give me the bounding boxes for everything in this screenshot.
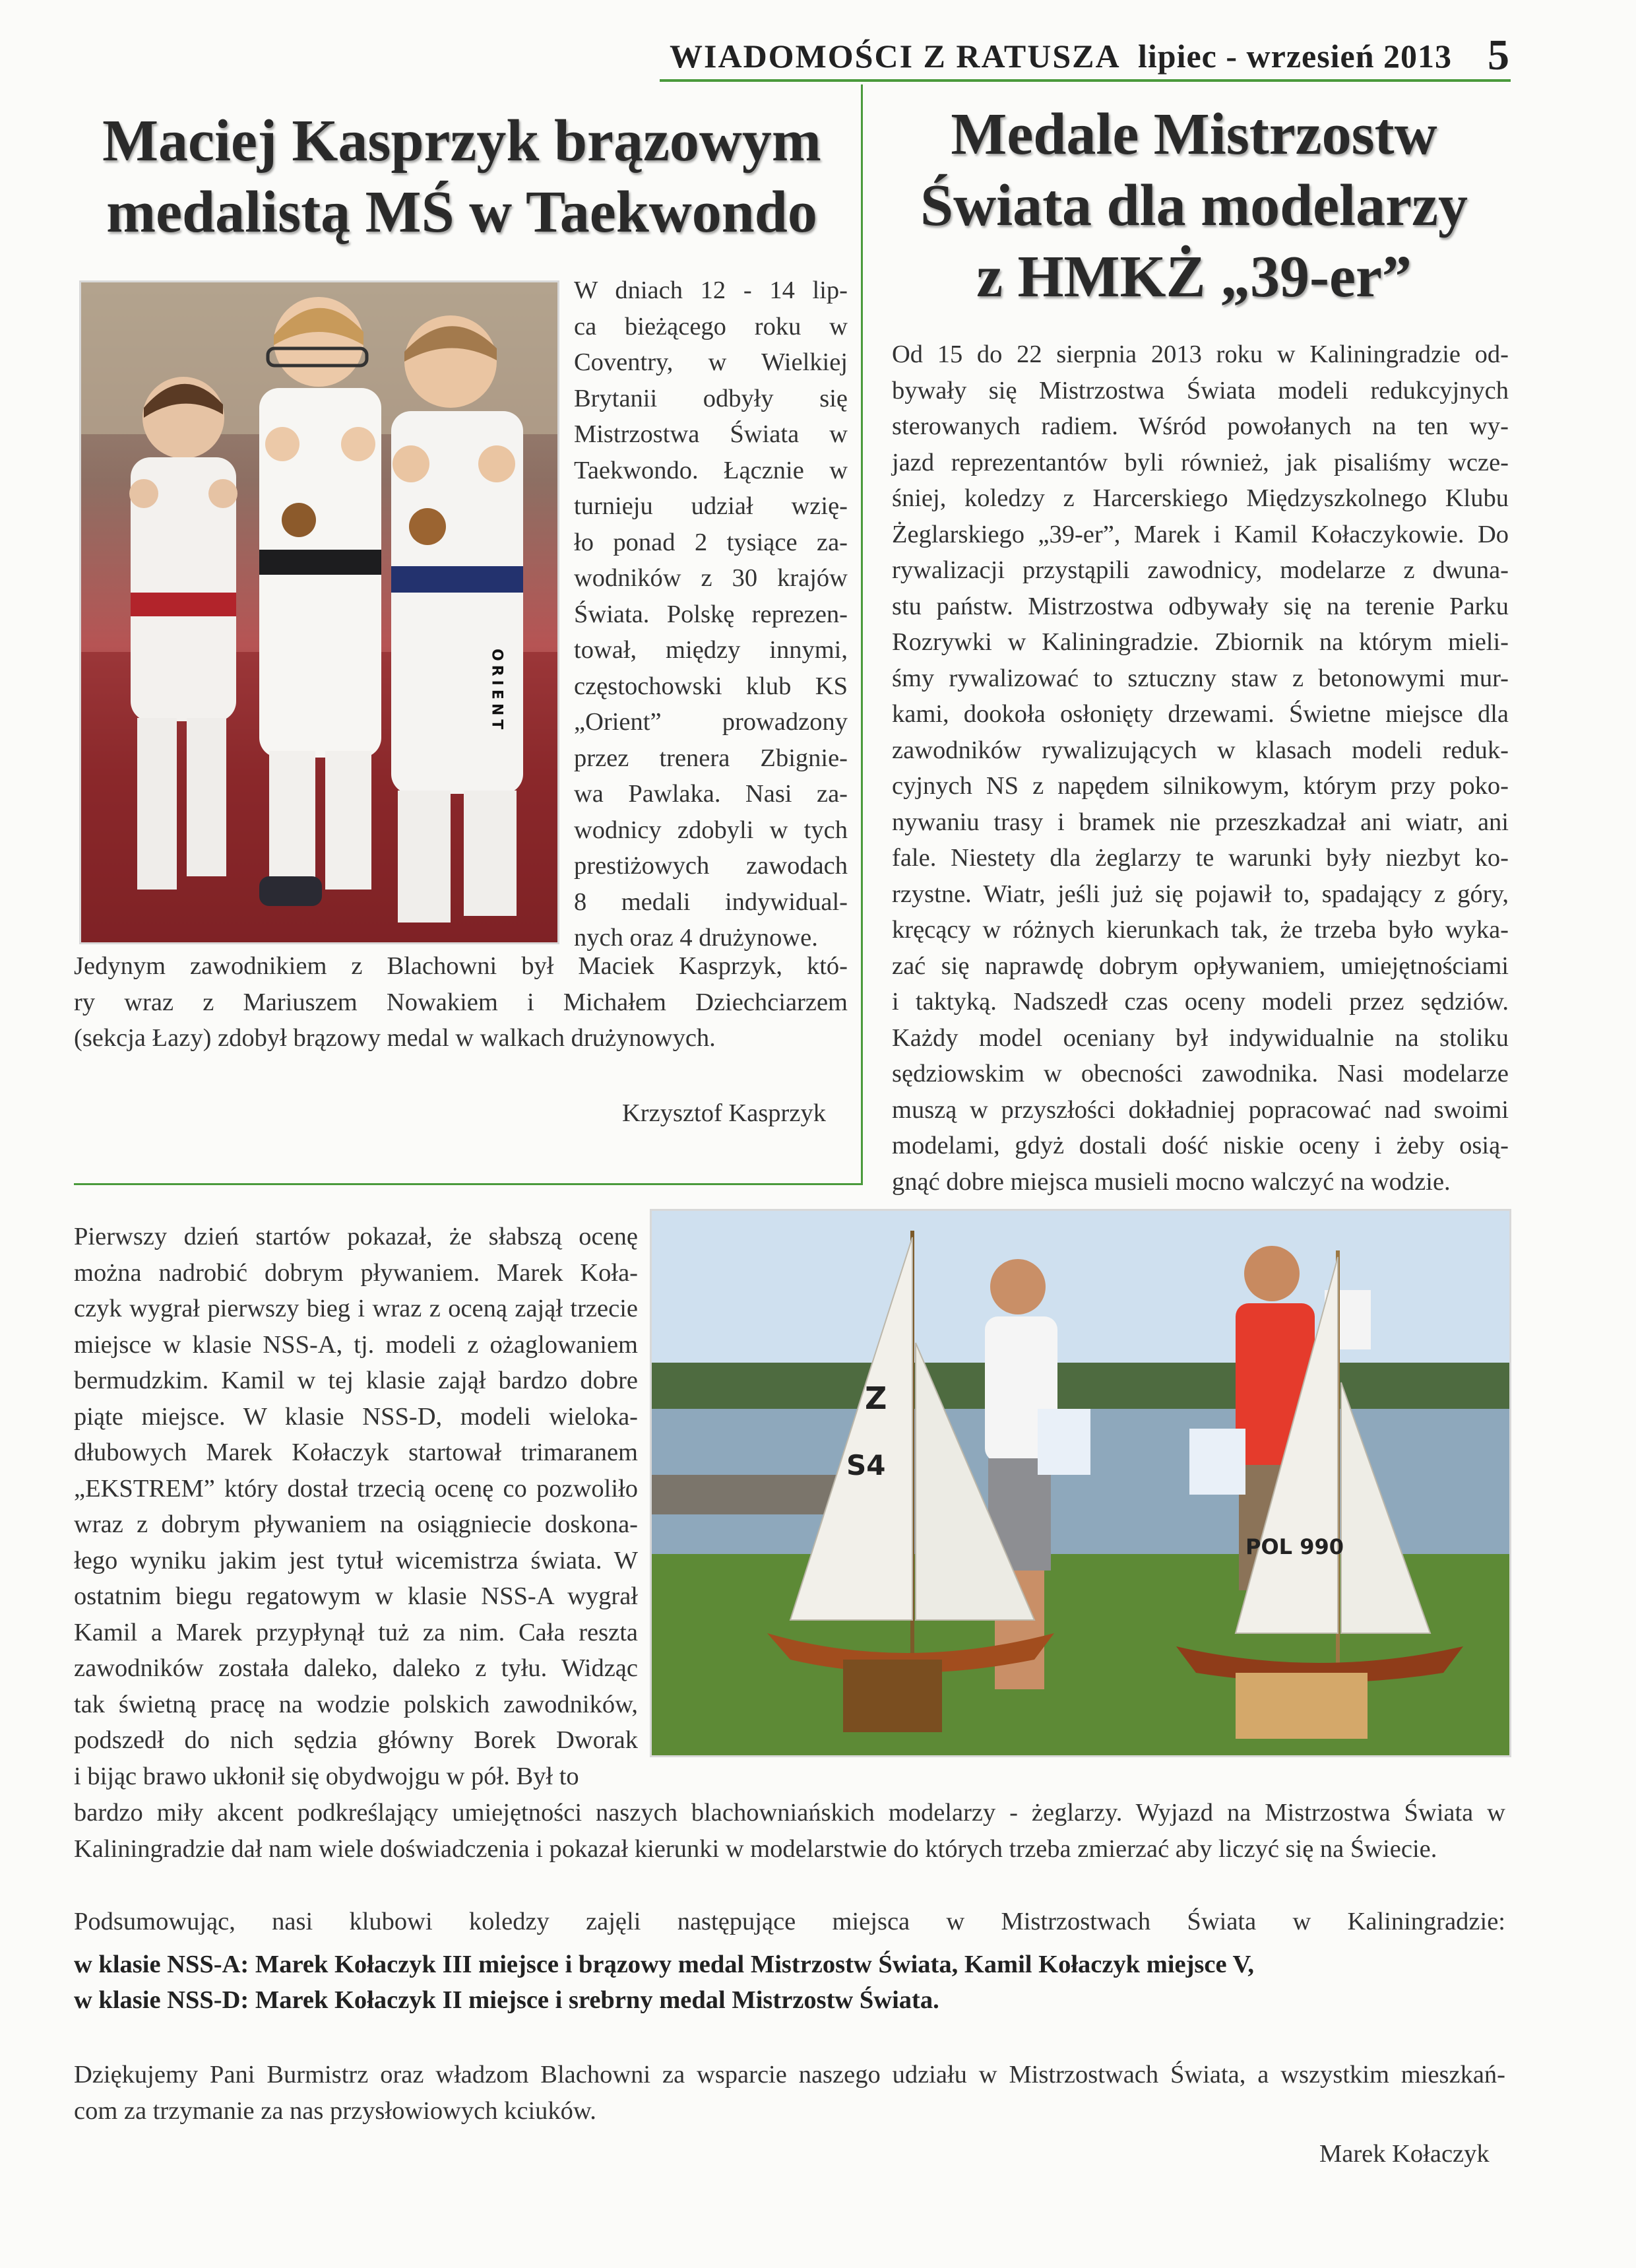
text-line: przez trenera Zbignie-	[574, 744, 848, 772]
text-line: Każdy model oceniany był indywidualnie na stoliku	[892, 1023, 1509, 1052]
text-line: Żeglarskiego „39-er”, Marek i Kamil Kołaczykowie. Do	[892, 520, 1509, 548]
text-line: bardzo miły akcent podkreślający umiejętności naszych blachowniańskich modelarzy - żeglarzy. Wyjazd na Mistrzostwa Świata w	[74, 1799, 1505, 1827]
text-line: com za trzymanie za nas przysłowiowych kciuków.	[74, 2096, 596, 2125]
article1-column-text	[574, 273, 848, 956]
sail-text: POL 990	[1245, 1534, 1344, 1559]
text-lines	[574, 273, 848, 956]
text-line: i taktyką. Nadszedł czas oceny modeli przez sędziów.	[892, 988, 1509, 1016]
text-line: podszedł do nich sędzia główny Borek Dworak	[74, 1726, 638, 1754]
text-line: ło ponad 2 tysiące za-	[574, 528, 848, 556]
text-line: rzystne. Wiatr, jeśli już się pojawił to, spadający z góry,	[892, 880, 1509, 908]
text-line: Taekwondo. Łącznie w	[574, 456, 848, 484]
text-line: 8 medali indywidual-	[574, 888, 848, 916]
text-line: bywały się Mistrzostwa Świata modeli redukcyjnych	[892, 376, 1509, 405]
text-line: muszą w przyszłości dokładniej popracować nad swoimi	[892, 1095, 1509, 1124]
issue-date: lipiec - wrzesień 2013	[1138, 38, 1453, 75]
text-line: nych oraz 4 drużynowe.	[574, 924, 818, 952]
article2-full-text	[74, 1795, 1505, 1867]
sail-text: Z	[865, 1380, 887, 1416]
text-line: bermudzkim. Kamil w tej klasie zajął bardzo dobre	[74, 1367, 638, 1394]
text-line: piąte miejsce. W klasie NSS-D, modeli wieloka-	[74, 1402, 638, 1431]
text-lines	[74, 948, 848, 1056]
headline-line: z HMKŻ „39-er”	[976, 244, 1412, 309]
article-divider	[74, 1183, 863, 1185]
article2-column-text	[892, 337, 1509, 1200]
text-line: i bijąc brawo ukłonił się obydwojgu w pół. Był to	[74, 1762, 579, 1790]
text-line: czyk wygrał pierwszy bieg i wraz z oceną zajął trzecie	[74, 1295, 638, 1322]
placings-list	[74, 1947, 1505, 2018]
text-line: Dziękujemy Pani Burmistrz oraz władzom Blachowni za wsparcie naszego udziału w Mistrzostwach Świata, a wszystkim mieszkań-	[74, 2061, 1505, 2089]
column-divider	[861, 84, 863, 1183]
text-line: ca bieżącego roku w	[574, 312, 848, 340]
headline-line: Medale Mistrzostw	[951, 102, 1437, 167]
text-line: tak świetną pracę na wodzie polskich zawodników,	[74, 1690, 638, 1718]
text-line: sterowanych radiem. Wśród powołanych na ten wy-	[892, 412, 1509, 440]
page-header	[670, 33, 1527, 86]
text-line: dłubowych Marek Kołaczyk startował trimaranem	[74, 1439, 638, 1466]
text-line: częstochowski klub KS	[574, 672, 848, 700]
header-divider	[660, 79, 1511, 82]
text-line: modelami, gdyż dostali dość niskie oceny i żeby osią-	[892, 1132, 1509, 1159]
text-line: Kaliningradzie dał nam wiele doświadczenia i pokazał kierunki w modelarstwie do których trzeba zmierzać aby liczyć się na Świecie.	[74, 1834, 1437, 1863]
headline-line: Świata dla modelarzy	[920, 173, 1468, 238]
text-line: wraz z dobrym pływaniem na osiągniecie doskona-	[74, 1510, 638, 1538]
text-line: ostatnim biegu regatowym w klasie NSS-A wygrał	[74, 1582, 638, 1610]
text-line: Jedynym zawodnikiem z Blachowni był Maciek Kasprzyk, któ-	[74, 952, 848, 980]
sailboats-illustration	[652, 1211, 1509, 1755]
text-line: sędziowskim w obecności zawodnika. Nasi modelarze	[892, 1060, 1509, 1087]
text-line: cyjnych NS z napędem silnikowym, którym przy poko-	[892, 772, 1509, 800]
text-line: prestiżowych zawodach	[574, 852, 848, 880]
headline-line: medalistą MŚ w Taekwondo	[106, 179, 817, 245]
summary-text	[74, 1904, 1505, 1940]
text-line: zać się naprawdę dobrym opływaniem, umiejętnościami	[892, 952, 1509, 980]
text-line: „EKSTREM” który dostał trzecią ocenę co pozwoliło	[74, 1474, 638, 1503]
text-line: Rozrywki w Kaliningradzie. Zbiornik na którym mieli-	[892, 628, 1509, 656]
text-line: wodnicy zdobyli w tych	[574, 816, 848, 844]
text-line: Mistrzostwa Świata w	[574, 420, 848, 448]
shirt-lettering: ORIENT	[488, 649, 505, 734]
text-line: łego wyniku jakim jest tytuł wicemistrza świata. W	[74, 1546, 638, 1574]
text-line: Kamil a Marek przypłynął tuż za nim. Cała reszta	[74, 1618, 638, 1646]
text-line: gnąć dobre miejsca musieli mocno walczyć na wodzie.	[892, 1167, 1451, 1196]
text-line: Świata. Polskę reprezen-	[574, 600, 848, 628]
sailboats-photo	[650, 1209, 1511, 1757]
text-line: Pierwszy dzień startów pokazał, że słabszą ocenę	[74, 1223, 638, 1250]
text-line: śniej, koledzy z Harcerskiego Międzyszkolnego Klubu	[892, 484, 1509, 512]
summary-line: Podsumowując, nasi klubowi koledzy zajęli następujące miejsca w Mistrzostwach Świata w Kaliningradzie:	[74, 1908, 1505, 1935]
sail-text: S4	[846, 1449, 886, 1481]
article1-author: Krzysztof Kasprzyk	[622, 1099, 826, 1127]
text-line: wa Pawlaka. Nasi za-	[574, 780, 848, 808]
text-line: tował, między innymi,	[574, 636, 848, 664]
text-lines	[892, 337, 1509, 1200]
text-line: (sekcja Łazy) zdobył brązowy medal w walkach drużynowych.	[74, 1024, 716, 1052]
article1-bottom-text	[74, 948, 848, 1056]
text-line: kami, dookoła osłonięty drzewami. Świetne miejsce dla	[892, 700, 1509, 728]
text-line: śmy rywalizować to sztuczny staw z betonowymi mur-	[892, 664, 1509, 692]
text-line: kręcący w różnych kierunkach tak, że trzeba było wyka-	[892, 916, 1509, 944]
thanks-text	[74, 2057, 1505, 2129]
text-line: ry wraz z Mariuszem Nowakiem i Michałem Dziechciarzem	[74, 988, 848, 1016]
article2-headline	[877, 99, 1511, 313]
text-line: W dniach 12 - 14 lip-	[574, 276, 848, 304]
text-line: nywaniu trasy i bramek nie przeszkadzał ani wiatr, ani	[892, 808, 1509, 836]
text-line: jazd reprezentantów byli również, jak pisaliśmy wcze-	[892, 448, 1509, 476]
text-line: stu państw. Mistrzostwa odbywały się na terenie Parku	[892, 592, 1509, 620]
text-line: Brytanii odbyły się	[574, 384, 848, 412]
placing-line: w klasie NSS-D: Marek Kołaczyk II miejsce i srebrny medal Mistrzostw Świata.	[74, 1986, 939, 2014]
text-line: turnieju udział wzię-	[574, 492, 848, 520]
text-line: fale. Niestety dla żeglarzy te warunki były niezbyt ko-	[892, 844, 1509, 872]
text-line: Coventry, w Wielkiej	[574, 348, 848, 376]
text-line: zawodników rywalizujących w klasach modeli reduk-	[892, 736, 1509, 764]
article2-left-text	[74, 1219, 638, 1794]
page-number: 5	[1488, 31, 1509, 79]
text-line: miejsce w klasie NSS-A, tj. modeli z ożaglowaniem	[74, 1330, 638, 1359]
text-line: rywalizacji przystąpili zawodnicy, modelarze z dwuna-	[892, 556, 1509, 584]
text-line: wodników z 30 krajów	[574, 564, 848, 592]
article2-author: Marek Kołaczyk	[1319, 2140, 1490, 2168]
text-line: „Orient” prowadzony	[574, 708, 848, 736]
taekwondo-photo	[79, 280, 559, 944]
text-line: można nadrobić dobrym pływaniem. Marek Koła-	[74, 1258, 638, 1287]
text-line: zawodników została daleko, daleko z tyłu. Widząc	[74, 1654, 638, 1682]
text-lines	[74, 1795, 1505, 1867]
taekwondo-illustration	[81, 282, 557, 942]
text-lines	[74, 2057, 1505, 2129]
text-line: Od 15 do 22 sierpnia 2013 roku w Kaliningradzie od-	[892, 340, 1509, 368]
publication-title: WIADOMOŚCI Z RATUSZA	[670, 38, 1121, 75]
text-lines	[74, 1219, 638, 1794]
placing-line: w klasie NSS-A: Marek Kołaczyk III miejsce i brązowy medal Mistrzostw Świata, Kamil Kołaczyk miejsce V,	[74, 1951, 1254, 1978]
article1-headline	[69, 106, 854, 248]
headline-line: Maciej Kasprzyk brązowym	[102, 108, 821, 174]
